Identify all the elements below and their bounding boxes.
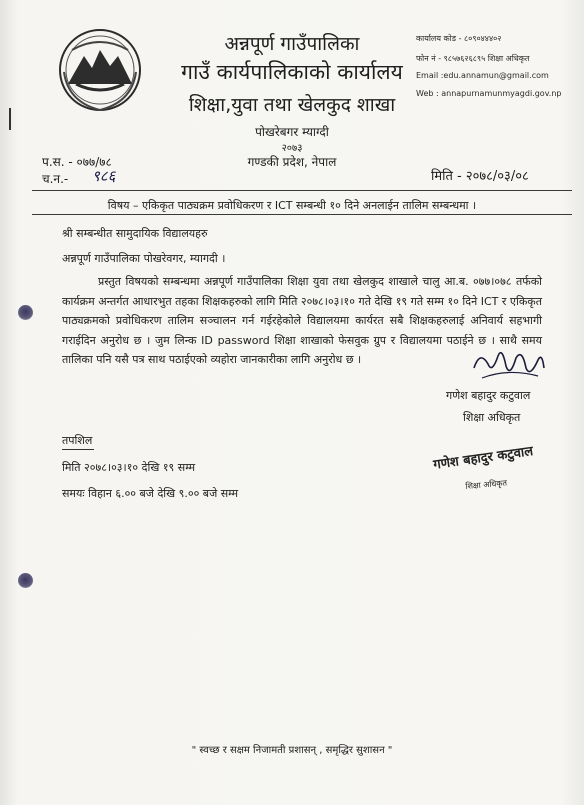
punch-hole-bottom bbox=[18, 573, 33, 588]
header-office: गाउँ कार्यपालिकाको कार्यालय bbox=[181, 60, 403, 84]
footer-slogan: " स्वच्छ र सक्षम निजामती प्रशासन् , समृद्धिर सुशासन " bbox=[191, 745, 393, 756]
patra-sankhya: प.स. - ०७७/७८ bbox=[42, 155, 112, 169]
header-municipality: अन्नपूर्ण गाउँपालिका bbox=[224, 33, 360, 55]
official-stamp-name: गणेश बहादुर कटुवाल bbox=[432, 443, 534, 473]
recipient-line-2: अन्नपूर्ण गाउँपालिका पोखरेवगर, म्यागदी । bbox=[62, 252, 226, 265]
office-code: कार्यालय कोड - ८०९०४४४०२ bbox=[416, 34, 502, 43]
signatory-title: शिक्षा अधिकृत bbox=[463, 411, 521, 424]
letter-date: मिति - २०७८/०३/०८ bbox=[431, 169, 529, 184]
chalani-number: ९८६ bbox=[92, 167, 116, 185]
header-province: गण्डकी प्रदेश, नेपाल bbox=[247, 155, 337, 169]
margin-mark bbox=[9, 108, 11, 130]
header-year: २०७३ bbox=[281, 143, 303, 154]
body-paragraph: प्रस्तुत विषयको सम्बन्धमा अन्नपूर्ण गाउँपालिका शिक्षा युवा तथा खेलकुद शाखाले चालु आ.ब. ०७७।०७८ तर्फको कार्यक्रम अन्तर्गत आधारभुत तहका शिक्षकहरुको लागि मिति २०७८।०३।१० गते देखि १९ गते सम्म १० दिने ICT र एकिकृत पाठ्यक्रमको प्रवोधिकरण तालिम सञ्चालन गर्न गईरहेकोले विद्यालयमा कार्यरत सबै शिक्षकहरुलाई अनिवार्य सहभागी गराईदिन अनुरोध छ । जुम लिन्क ID password शिक्षा शाखाको फेसवुक ग्रुप र विद्यालयमा पठाईने छ । साथै समय तालिका पनि यसै पत्र साथ पठाईएको व्यहोरा जानकारीका लागि अनुरोध छ । bbox=[62, 275, 542, 367]
details-underline bbox=[62, 449, 94, 450]
details-time: समयः विहान ६.०० बजे देखि ९.०० बजे सम्म bbox=[62, 487, 239, 500]
recipient-line-1: श्री सम्बन्धीत सामुदायिक विद्यालयहरु bbox=[62, 227, 208, 240]
punch-hole-top bbox=[18, 305, 33, 320]
signatory-name: गणेश बहादुर कटुवाल bbox=[446, 389, 531, 402]
header-rule-top bbox=[32, 190, 572, 191]
handwritten-signature bbox=[468, 338, 548, 386]
details-heading: तपशिल bbox=[62, 434, 93, 447]
website-address: Web : annapurnamunmyagdi.gov.np bbox=[416, 89, 562, 98]
details-date: मिति २०७८।०३।१० देखि १९ सम्म bbox=[62, 461, 196, 474]
official-stamp-title: शिक्षा अधिकृत bbox=[465, 478, 508, 491]
phone-number: फोन नं - ९८५७६२६८९५ शिक्षा अधिकृत bbox=[416, 54, 530, 63]
header-section: शिक्षा,युवा तथा खेलकुद शाखा bbox=[188, 94, 396, 116]
subject-line: विषय – एकिकृत पाठ्यक्रम प्रवोधिकरण र ICT सम्बन्धी १० दिने अनलाईन तालिम सम्बन्धमा । bbox=[107, 199, 477, 212]
chalani-label: च.न.- bbox=[42, 172, 69, 186]
header-location: पोखरेबगर म्याग्दी bbox=[255, 125, 329, 139]
email-address: Email :edu.annamun@gmail.com bbox=[416, 71, 549, 80]
header-rule-bottom bbox=[32, 214, 572, 215]
